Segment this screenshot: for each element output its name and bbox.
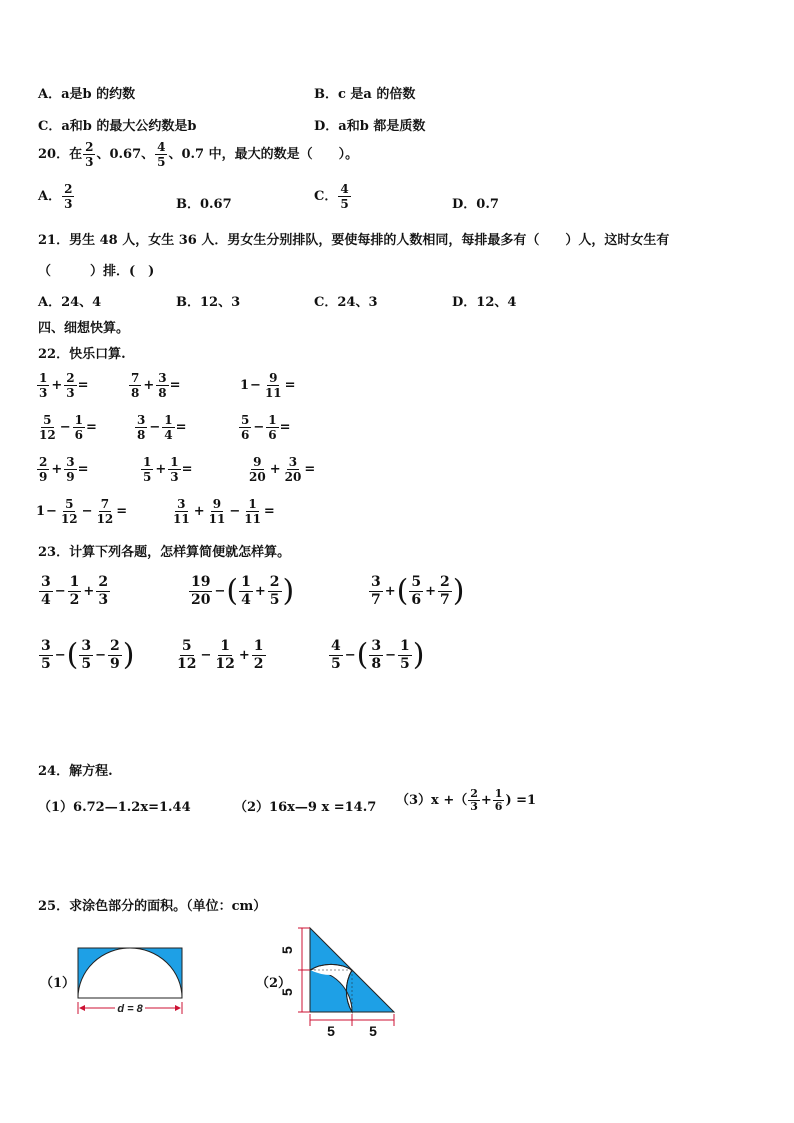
- q23-expression-3: $\frac{3}{7}$ +( $\frac{5}{6}$ + $\frac{2}{7}$ ): [371, 573, 465, 609]
- figure-1-diameter-label: d = 8: [117, 1003, 143, 1015]
- figure-2-dim-left-top: 5: [279, 946, 295, 954]
- q19-option-d: D．a和b 都是质数: [314, 119, 426, 134]
- q22-item-2: $\frac{7}{8}$ + $\frac{3}{8}$ =: [131, 371, 181, 400]
- q23-expression-6: $\frac{4}{5}$ −( $\frac{3}{8}$ − $\frac{1}{5}$ ): [331, 637, 425, 673]
- section-heading: 四、细想快算。: [38, 321, 130, 336]
- q23-expression-5: $\frac{5}{12}$ − $\frac{1}{12}$ + $\frac{1}{2}$: [177, 638, 264, 672]
- q20-option-b: B．0.67: [176, 197, 232, 212]
- q20-suffix: 、0.7 中，最大的数是（ ）。: [168, 147, 359, 162]
- q24-title: 24．解方程.: [38, 764, 113, 779]
- q25-figure-2-label: （2）: [256, 976, 292, 991]
- q23-expression-4: $\frac{3}{5}$ −( $\frac{3}{5}$ − $\frac{2}{9}$ ): [41, 637, 135, 673]
- figure-2-dim-bottom-left: 5: [327, 1023, 335, 1039]
- q22-item-6: $\frac{5}{6}$ − $\frac{1}{6}$ =: [241, 413, 291, 442]
- q21-option-c: C．24、3: [314, 295, 378, 310]
- q22-item-9: $\frac{9}{20}$ + $\frac{3}{20}$ =: [249, 455, 316, 484]
- q21-option-a: A．24、4: [38, 295, 102, 310]
- figure-2-dim-left-bottom: 5: [279, 988, 295, 996]
- q22-item-11: $\frac{3}{11}$ + $\frac{9}{11}$ − $\frac{1}{11}$ =: [173, 497, 275, 526]
- q22-item-8: $\frac{1}{5}$ + $\frac{1}{3}$ =: [143, 455, 193, 484]
- q21-option-d: D．12、4: [452, 295, 517, 310]
- q22-title: 22．快乐口算.: [38, 347, 126, 362]
- q22-item-7: $\frac{2}{9}$ + $\frac{3}{9}$ =: [39, 455, 89, 484]
- q22-item-5: $\frac{3}{8}$ − $\frac{1}{4}$ =: [137, 413, 187, 442]
- q24-equation-1: （1）6.72—1.2x=1.44: [38, 800, 191, 815]
- q21-question-line2: （ ）排．( ): [38, 264, 155, 279]
- q20-question: [38, 140, 358, 169]
- q25-figure-2: [279, 922, 398, 1040]
- q21-option-b: B．12、3: [176, 295, 241, 310]
- q23-title: 23．计算下列各题，怎样算简便就怎样算。: [38, 545, 291, 560]
- q20-fraction-1: $\frac{2}{3}$: [85, 140, 94, 169]
- q19-option-c: C．a和b 的最大公约数是b: [38, 119, 197, 134]
- q23-expression-2: $\frac{19}{20}$ −( $\frac{1}{4}$ + $\frac{2}{5}$ ): [191, 573, 295, 609]
- q20-option-c: C． $\frac{4}{5}$: [314, 182, 349, 211]
- q24-equation-2: （2）16x—9 x =14.7: [234, 800, 377, 815]
- q19-option-b: B．c 是a 的倍数: [314, 87, 416, 102]
- q20-option-a: A． $\frac{2}{3}$: [38, 182, 73, 211]
- q22-item-4: $\frac{5}{12}$ − $\frac{1}{6}$ =: [39, 413, 97, 442]
- q20-fraction-2: $\frac{4}{5}$: [157, 140, 166, 169]
- figure-2-dim-bottom-right: 5: [369, 1023, 377, 1039]
- q25-figure-1-label: （1）: [40, 976, 76, 991]
- q21-question-line1: 21．男生 48 人，女生 36 人．男女生分别排队，要使每排的人数相同，每排最多有（ ）人，这时女生有: [38, 233, 670, 248]
- q22-item-1: $\frac{1}{3}$ + $\frac{2}{3}$ =: [39, 371, 89, 400]
- q25-figure-1: [70, 940, 190, 1020]
- q22-item-10: 1− $\frac{5}{12}$ − $\frac{7}{12}$ =: [36, 497, 128, 526]
- q20-prefix: 20．在: [38, 147, 83, 162]
- q20-option-d: D．0.7: [452, 197, 499, 212]
- q20-mid: 、0.67、: [96, 147, 155, 162]
- q23-expression-1: $\frac{3}{4}$ − $\frac{1}{2}$ + $\frac{2}{3}$: [41, 574, 109, 608]
- q25-title: 25．求涂色部分的面积。（单位：cm）: [38, 899, 267, 914]
- q19-option-a: A．a是b 的约数: [38, 87, 136, 102]
- q22-item-3: 1− $\frac{9}{11}$ =: [240, 371, 296, 400]
- q24-equation-3: （3）x +（ $\frac{2}{3}$ + $\frac{1}{6}$ ) =1: [396, 787, 537, 813]
